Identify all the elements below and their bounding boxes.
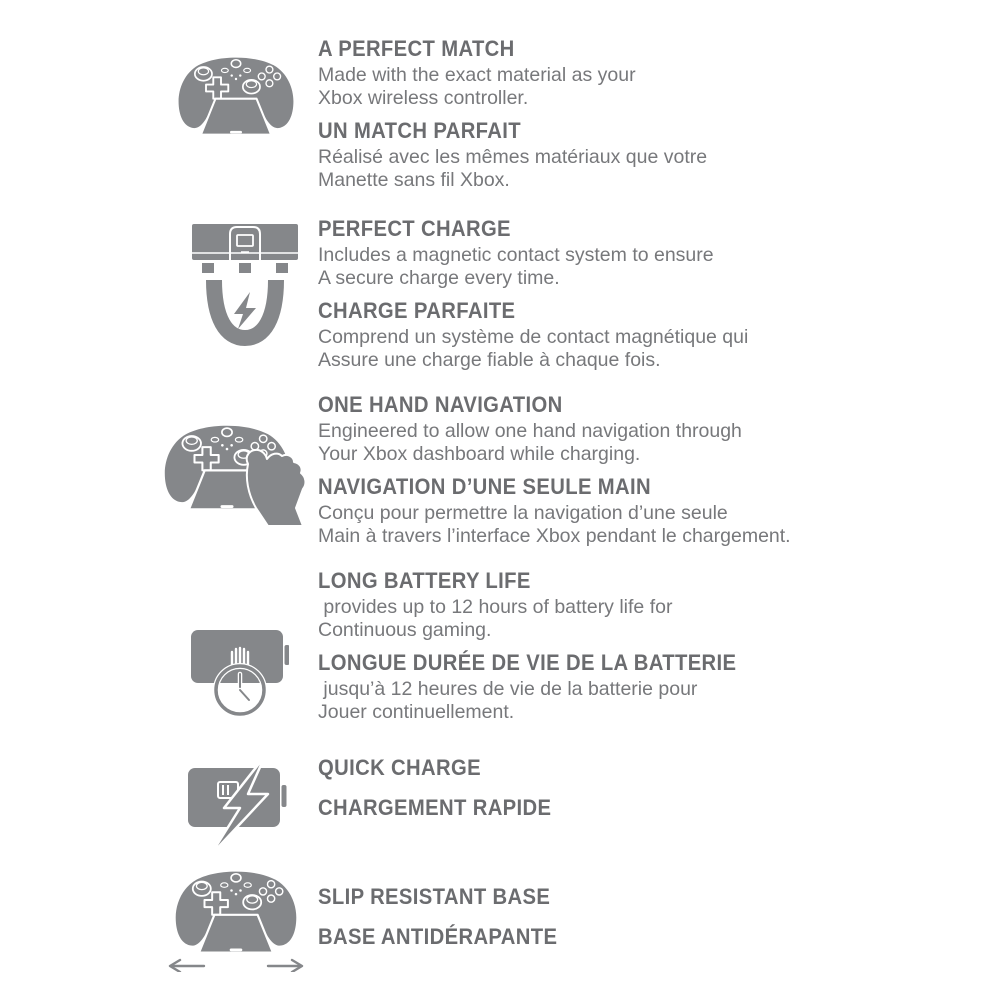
section-heading-en: ONE HAND NAVIGATION <box>318 392 563 417</box>
section-body-line: Your Xbox dashboard while charging. <box>318 442 641 465</box>
section-body-line: A secure charge every time. <box>318 266 560 289</box>
section-body-line: Engineered to allow one hand navigation through <box>318 420 742 442</box>
magnet-with-dock-icon <box>190 222 300 346</box>
section-body-line: Comprend un système de contact magnétique qui <box>318 326 749 348</box>
section-heading-fr: CHARGEMENT RAPIDE <box>318 795 552 820</box>
section-heading-fr: BASE ANTIDÉRAPANTE <box>318 924 558 949</box>
section-heading-en: A PERFECT MATCH <box>318 36 515 61</box>
controller-stand-with-arrows-icon <box>166 868 306 972</box>
section-perfect-charge <box>318 216 898 371</box>
section-body-line: Manette sans fil Xbox. <box>318 168 510 191</box>
section-heading-en: SLIP RESISTANT BASE <box>318 884 551 909</box>
section-body-line: Includes a magnetic contact system to ensure <box>318 244 714 266</box>
section-body-line: Jouer continuellement. <box>318 700 515 723</box>
controller-on-charging-stand-icon <box>176 54 296 140</box>
section-one-hand-navigation <box>318 392 898 547</box>
section-heading-fr: CHARGE PARFAITE <box>318 298 516 323</box>
section-body-line: provides up to 12 hours of battery life for <box>318 596 673 618</box>
section-body-line: Main à travers l’interface Xbox pendant le chargement. <box>318 524 791 547</box>
section-perfect-match <box>318 36 898 191</box>
section-heading-fr: UN MATCH PARFAIT <box>318 118 521 143</box>
section-long-battery-life <box>318 568 898 723</box>
section-body-line: Xbox wireless controller. <box>318 86 529 109</box>
section-body-line: Conçu pour permettre la navigation d’une seule <box>318 502 728 524</box>
section-heading-en: QUICK CHARGE <box>318 755 481 780</box>
section-body-line: Continuous gaming. <box>318 618 492 641</box>
section-heading-en: LONG BATTERY LIFE <box>318 568 531 593</box>
section-heading-fr: NAVIGATION D’UNE SEULE MAIN <box>318 474 651 499</box>
section-heading-fr: LONGUE DURÉE DE VIE DE LA BATTERIE <box>318 650 737 675</box>
section-body-line: Assure une charge fiable à chaque fois. <box>318 348 661 371</box>
section-heading-en: PERFECT CHARGE <box>318 216 511 241</box>
section-quick-charge <box>318 755 898 821</box>
section-body-line: jusqu’à 12 heures de vie de la batterie pour <box>318 678 698 700</box>
section-slip-resistant-base <box>318 884 898 950</box>
battery-with-lightning-bolt-icon <box>186 754 290 858</box>
battery-with-clock-icon <box>189 626 289 720</box>
hand-on-docked-controller-icon <box>162 420 312 526</box>
section-body-line: Made with the exact material as your <box>318 64 636 86</box>
section-body-line: Réalisé avec les mêmes matériaux que votre <box>318 146 708 168</box>
